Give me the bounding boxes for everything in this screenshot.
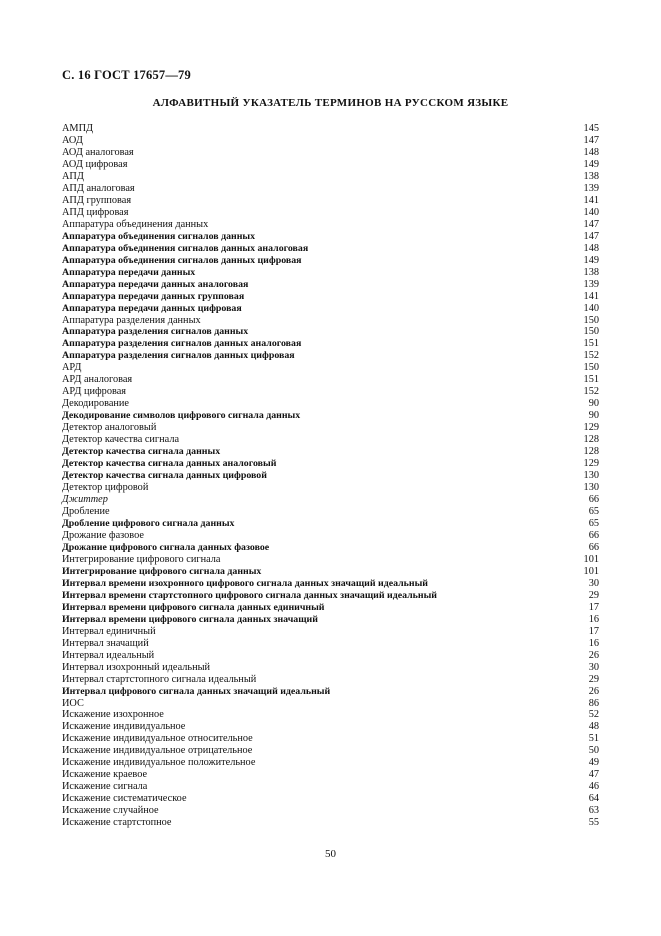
index-term: Интегрирование цифрового сигнала bbox=[62, 553, 221, 565]
index-entry bbox=[62, 219, 599, 231]
index-term: Интервал времени изохронного цифрового сигнала данных значащий идеальный bbox=[62, 577, 428, 589]
index-page-ref: 66 bbox=[588, 541, 599, 553]
document-header: С. 16 ГОСТ 17657—79 bbox=[62, 68, 191, 82]
index-entry bbox=[62, 662, 599, 674]
index-term: Интервал цифрового сигнала данных значащий идеальный bbox=[62, 685, 331, 697]
index-entry bbox=[62, 123, 599, 135]
index-term: АПД цифровая bbox=[62, 206, 129, 218]
index-entry bbox=[62, 733, 599, 745]
index-term: Детектор качества сигнала данных цифровой bbox=[62, 470, 267, 482]
index-entry bbox=[62, 338, 599, 350]
index-page-ref: 50 bbox=[588, 745, 599, 757]
index-page-ref: 46 bbox=[588, 781, 599, 793]
index-term: Аппаратура разделения сигналов данных bbox=[62, 326, 249, 338]
index-term: Искажение индивидуальное bbox=[62, 721, 186, 733]
index-entry bbox=[62, 255, 599, 267]
index-page-ref: 130 bbox=[583, 470, 599, 482]
index-entry bbox=[62, 602, 599, 614]
index-term: Искажение индивидуальное отрицательное bbox=[62, 745, 253, 757]
index-term: Аппаратура передачи данных аналоговая bbox=[62, 278, 249, 290]
index-page-ref: 130 bbox=[583, 482, 599, 494]
index-page-ref: 55 bbox=[588, 817, 599, 829]
index-page-ref: 140 bbox=[583, 302, 599, 314]
index-term: Искажение изохронное bbox=[62, 709, 164, 721]
index-page-ref: 150 bbox=[583, 326, 599, 338]
index-entry bbox=[62, 578, 599, 590]
index-page-ref: 16 bbox=[588, 637, 599, 649]
index-page-ref: 86 bbox=[588, 697, 599, 709]
index-term: Аппаратура объединения сигналов данных bbox=[62, 230, 256, 242]
index-entry bbox=[62, 494, 599, 506]
index-page-ref: 138 bbox=[583, 266, 599, 278]
index-entry bbox=[62, 614, 599, 626]
index-page-ref: 29 bbox=[588, 589, 599, 601]
index-term: АПД групповая bbox=[62, 194, 132, 206]
index-page-ref: 141 bbox=[583, 194, 599, 206]
index-entry bbox=[62, 590, 599, 602]
index-term: Декодирование bbox=[62, 398, 129, 410]
index-term: Интервал стартстопного сигнала идеальный bbox=[62, 673, 257, 685]
index-entry bbox=[62, 315, 599, 327]
index-term: Джиттер bbox=[62, 494, 108, 506]
index-term: АОД bbox=[62, 134, 83, 146]
index-entry bbox=[62, 326, 599, 338]
index-page-ref: 29 bbox=[588, 673, 599, 685]
index-term: Детектор качества сигнала данных bbox=[62, 446, 221, 458]
index-page-ref: 141 bbox=[583, 290, 599, 302]
index-term: Искажение систематическое bbox=[62, 793, 187, 805]
index-term: Искажение сигнала bbox=[62, 781, 148, 793]
index-page-ref: 51 bbox=[588, 733, 599, 745]
index-page-ref: 90 bbox=[588, 410, 599, 422]
index-term: Аппаратура разделения сигналов данных цифровая bbox=[62, 350, 295, 362]
index-term: Аппаратура передачи данных групповая bbox=[62, 290, 245, 302]
index-term: АРД цифровая bbox=[62, 386, 127, 398]
index-entry bbox=[62, 159, 599, 171]
index-page-ref: 49 bbox=[588, 757, 599, 769]
index-page-ref: 150 bbox=[583, 362, 599, 374]
index-page-ref: 48 bbox=[588, 721, 599, 733]
index-page-ref: 139 bbox=[583, 278, 599, 290]
index-term: Дрожание цифрового сигнала данных фазовое bbox=[62, 541, 270, 553]
index-entry bbox=[62, 458, 599, 470]
index-entry bbox=[62, 686, 599, 698]
index-page-ref: 148 bbox=[583, 242, 599, 254]
index-term: Интервал идеальный bbox=[62, 649, 155, 661]
index-page-ref: 151 bbox=[583, 338, 599, 350]
index-entry bbox=[62, 291, 599, 303]
index-page-ref: 147 bbox=[583, 230, 599, 242]
index-term: Искажение краевое bbox=[62, 769, 148, 781]
index-term: Аппаратура объединения сигналов данных цифровая bbox=[62, 254, 302, 266]
index-entry bbox=[62, 410, 599, 422]
index-term: АРД bbox=[62, 362, 82, 374]
index-page-ref: 66 bbox=[588, 529, 599, 541]
index-page-ref: 129 bbox=[583, 458, 599, 470]
index-entry bbox=[62, 698, 599, 710]
index-term: ИОС bbox=[62, 697, 84, 709]
index-page-ref: 30 bbox=[588, 577, 599, 589]
index-page-ref: 26 bbox=[588, 685, 599, 697]
index-entry bbox=[62, 422, 599, 434]
index-page-ref: 152 bbox=[583, 350, 599, 362]
index-term: АМПД bbox=[62, 123, 94, 134]
index-entry bbox=[62, 638, 599, 650]
index-entry bbox=[62, 135, 599, 147]
index-page-ref: 145 bbox=[583, 123, 599, 134]
index-term: Искажение индивидуальное относительное bbox=[62, 733, 253, 745]
index-term: Аппаратура объединения сигналов данных аналоговая bbox=[62, 242, 309, 254]
index-term: Детектор качества сигнала данных аналоговый bbox=[62, 458, 277, 470]
index-entry bbox=[62, 482, 599, 494]
index-term: Детектор аналоговый bbox=[62, 422, 157, 434]
index-term: Аппаратура разделения сигналов данных аналоговая bbox=[62, 338, 302, 350]
index-term: Аппаратура объединения данных bbox=[62, 218, 209, 230]
index-term: Искажение стартстопное bbox=[62, 817, 172, 829]
index-term: Аппаратура передачи данных bbox=[62, 266, 196, 278]
index-entry bbox=[62, 386, 599, 398]
index-page-ref: 140 bbox=[583, 206, 599, 218]
index-page-ref: 149 bbox=[583, 254, 599, 266]
index-term: АПД bbox=[62, 170, 84, 182]
index-term: Дробление bbox=[62, 506, 110, 517]
term-index-list bbox=[62, 123, 599, 829]
index-entry bbox=[62, 781, 599, 793]
index-entry bbox=[62, 231, 599, 243]
index-entry bbox=[62, 303, 599, 315]
index-term: Декодирование символов цифрового сигнала данных bbox=[62, 410, 301, 422]
index-page-ref: 128 bbox=[583, 434, 599, 446]
index-page-ref: 16 bbox=[588, 613, 599, 625]
index-page-ref: 65 bbox=[588, 506, 599, 517]
index-entry bbox=[62, 207, 599, 219]
index-page-ref: 64 bbox=[588, 793, 599, 805]
index-term: Интервал времени цифрового сигнала данных единичный bbox=[62, 601, 325, 613]
index-entry bbox=[62, 243, 599, 255]
index-entry bbox=[62, 709, 599, 721]
index-page-ref: 101 bbox=[583, 553, 599, 565]
index-entry bbox=[62, 530, 599, 542]
index-page-ref: 101 bbox=[583, 565, 599, 577]
index-entry bbox=[62, 171, 599, 183]
index-term: Интегрирование цифрового сигнала данных bbox=[62, 565, 262, 577]
page-number: 50 bbox=[325, 848, 336, 860]
index-page-ref: 63 bbox=[588, 805, 599, 817]
index-term: Интервал изохронный идеальный bbox=[62, 661, 211, 673]
index-entry bbox=[62, 434, 599, 446]
index-page-ref: 150 bbox=[583, 314, 599, 326]
index-page-ref: 65 bbox=[588, 517, 599, 529]
index-entry bbox=[62, 398, 599, 410]
index-page-ref: 52 bbox=[588, 709, 599, 721]
index-entry bbox=[62, 267, 599, 279]
index-page-ref: 17 bbox=[588, 601, 599, 613]
index-term: Интервал значащий bbox=[62, 637, 149, 649]
index-term: Детектор цифровой bbox=[62, 482, 149, 494]
index-entry bbox=[62, 745, 599, 757]
index-page-ref: 151 bbox=[583, 374, 599, 386]
index-entry bbox=[62, 793, 599, 805]
index-entry bbox=[62, 650, 599, 662]
index-page-ref: 26 bbox=[588, 649, 599, 661]
index-entry bbox=[62, 470, 599, 482]
index-term: Искажение индивидуальное положительное bbox=[62, 757, 256, 769]
index-entry bbox=[62, 183, 599, 195]
index-entry bbox=[62, 817, 599, 829]
index-title: АЛФАВИТНЫЙ УКАЗАТЕЛЬ ТЕРМИНОВ НА РУССКОМ ЯЗЫКЕ bbox=[152, 97, 509, 109]
index-term: АРД аналоговая bbox=[62, 374, 133, 386]
index-page-ref: 129 bbox=[583, 422, 599, 434]
index-term: Дробление цифрового сигнала данных bbox=[62, 517, 235, 529]
index-page-ref: 90 bbox=[588, 398, 599, 410]
index-entry bbox=[62, 757, 599, 769]
index-page-ref: 66 bbox=[588, 494, 599, 506]
index-page-ref: 30 bbox=[588, 661, 599, 673]
index-term: Детектор качества сигнала bbox=[62, 434, 180, 446]
index-page-ref: 148 bbox=[583, 146, 599, 158]
index-term: АПД аналоговая bbox=[62, 182, 135, 194]
index-entry bbox=[62, 542, 599, 554]
index-entry bbox=[62, 626, 599, 638]
index-page-ref: 17 bbox=[588, 625, 599, 637]
index-page-ref: 152 bbox=[583, 386, 599, 398]
index-entry bbox=[62, 518, 599, 530]
index-entry bbox=[62, 721, 599, 733]
index-term: Интервал единичный bbox=[62, 625, 156, 637]
index-entry bbox=[62, 374, 599, 386]
index-term: Искажение случайное bbox=[62, 805, 159, 817]
index-entry bbox=[62, 805, 599, 817]
index-page-ref: 138 bbox=[583, 170, 599, 182]
index-entry bbox=[62, 279, 599, 291]
index-entry bbox=[62, 147, 599, 159]
index-entry bbox=[62, 769, 599, 781]
index-page-ref: 128 bbox=[583, 446, 599, 458]
index-page-ref: 147 bbox=[583, 218, 599, 230]
index-term: АОД аналоговая bbox=[62, 146, 134, 158]
index-entry bbox=[62, 195, 599, 207]
index-page-ref: 139 bbox=[583, 182, 599, 194]
index-term: АОД цифровая bbox=[62, 158, 128, 170]
index-entry bbox=[62, 554, 599, 566]
index-term: Дрожание фазовое bbox=[62, 529, 144, 541]
index-page-ref: 47 bbox=[588, 769, 599, 781]
index-page-ref: 147 bbox=[583, 134, 599, 146]
index-term: Интервал времени стартстопного цифрового сигнала данных значащий идеальный bbox=[62, 589, 437, 601]
index-entry bbox=[62, 350, 599, 362]
index-page-ref: 149 bbox=[583, 158, 599, 170]
index-entry bbox=[62, 362, 599, 374]
index-entry bbox=[62, 674, 599, 686]
index-entry bbox=[62, 506, 599, 518]
index-term: Аппаратура разделения данных bbox=[62, 314, 201, 326]
index-entry bbox=[62, 566, 599, 578]
index-entry bbox=[62, 446, 599, 458]
index-term: Интервал времени цифрового сигнала данных значащий bbox=[62, 613, 318, 625]
index-term: Аппаратура передачи данных цифровая bbox=[62, 302, 242, 314]
